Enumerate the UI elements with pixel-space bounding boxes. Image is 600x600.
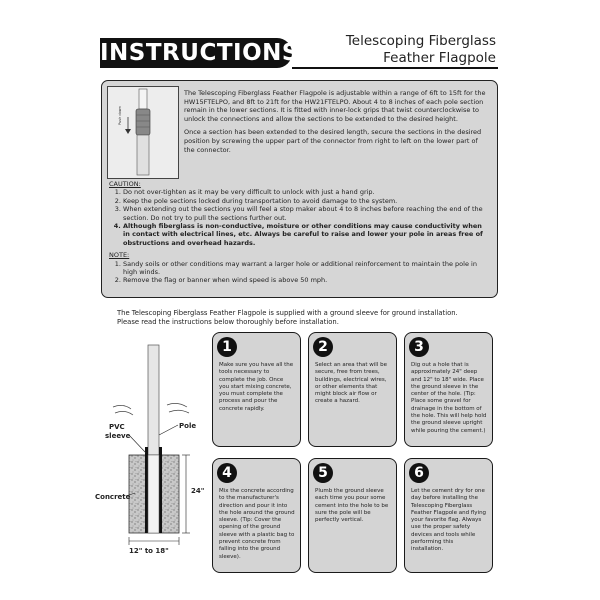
pvc-label-line-2: sleeve [105, 432, 131, 440]
supplied-line-1: The Telescoping Fiberglass Feather Flagpole is supplied with a ground sleeve for ground installation. [117, 309, 458, 317]
inner-lock-grip [136, 109, 150, 135]
header-rule [292, 67, 498, 69]
step-text-2: Select an area that will be secure, free from trees, buildings, electrical wires, or other elements that might block air flow or create a hazard. [315, 362, 387, 405]
intro-paragraph-1: The Telescoping Fiberglass Feather Flagpole is adjustable within a range of 6ft to 15ft for the HW15FTELPO, and 8ft to 21ft for the HW21FTELPO. About 4 to 8 inches of each pole section remain in the lower sections. It is fitted with inner-lock grips that twist counterclockwise to unlock the connections and allow the sections to be extended to the desired height. [184, 89, 486, 123]
pole-leader-line [159, 425, 178, 435]
pvc-label-line-1: PVC [109, 423, 125, 431]
depth-label: 24" [191, 487, 205, 495]
installation-diagram [95, 335, 215, 560]
pvc-sleeve-right-wall [159, 447, 162, 533]
caution-item-4: 4. Although fiberglass is non-conductive, moisture or other conditions may cause conductivity when in contact with electrical lines, etc. Always be careful to raise and lower your pole in areas free of obstructions and overhead hazards. [123, 222, 491, 247]
caution-list [109, 188, 491, 247]
supplied-text [117, 309, 497, 327]
note-item-2: 2. Remove the flag or banner when wind speed is above 50 mph. [123, 276, 491, 284]
intro-text [184, 89, 490, 159]
pvc-sleeve-left-wall [145, 447, 148, 533]
step-card-6 [404, 458, 493, 573]
width-label: 12" to 18" [129, 547, 169, 555]
connector-illustration [107, 86, 179, 179]
pvc-leader-line [129, 435, 146, 453]
caution-item-2: 2. Keep the pole sections locked during transportation to avoid damage to the system. [123, 197, 491, 205]
upper-pole-section [139, 89, 147, 109]
step-text-1: Make sure you have all the tools necessary to complete the job. Once you start mixing concrete, you must complete the process and pour the concrete rapidly. [219, 362, 294, 412]
lower-pole-section [137, 135, 149, 175]
step-number-6: 6 [409, 463, 429, 483]
concrete-label: Concrete [95, 493, 131, 501]
product-title [300, 33, 496, 67]
step-number-5: 5 [313, 463, 333, 483]
note-list [109, 260, 491, 285]
step-number-3: 3 [409, 337, 429, 357]
step-card-1 [212, 332, 301, 447]
step-text-6: Let the cement dry for one day before installing the Telescoping Fiberglass Feather Flagpole and flying your favorite flag. Always use the proper safety devices and tools while performing this installation. [411, 488, 487, 553]
note-item-1: 1. Sandy soils or other conditions may warrant a larger hole or additional reinforcement to maintain the pole in high winds. [123, 260, 491, 277]
instructions-badge: INSTRUCTIONS [100, 40, 299, 66]
caution-and-notes [109, 180, 491, 285]
step-card-3 [404, 332, 493, 447]
step-text-5: Plumb the ground sleeve each time you pour some cement into the hole to be sure the pole will be perfectly vertical. [315, 488, 389, 524]
step-number-1: 1 [217, 337, 237, 357]
product-title-line-1: Telescoping Fiberglass [345, 33, 496, 49]
product-title-line-2: Feather Flagpole [383, 50, 496, 66]
step-card-4 [212, 458, 301, 573]
step-text-3: Dig out a hole that is approximately 24" deep and 12" to 18" wide. Place the ground sleeve in the center of the hole. (Tip: Place some gravel for drainage in the bottom of the hole. This will help hold the ground sleeve upright while pouring the cement.) [411, 362, 487, 434]
caution-item-1: 1. Do not over-tighten as it may be very difficult to unlock with just a hand grip. [123, 188, 491, 196]
step-number-4: 4 [217, 463, 237, 483]
step-number-2: 2 [313, 337, 333, 357]
caution-item-3: 3. When extending out the sections you will feel a stop maker about 4 to 8 inches before reaching the end of the section. Do not try to pull the sections further out. [123, 205, 491, 222]
ground-line-right [167, 403, 187, 407]
supplied-line-2: Please read the instructions below thoroughly before installation. [117, 318, 339, 326]
caution-heading: CAUTION: [109, 180, 141, 188]
ground-line-left [113, 405, 131, 409]
step-card-2 [308, 332, 397, 447]
pole-label: Pole [179, 422, 197, 430]
connector-drawing [108, 87, 178, 178]
intro-paragraph-2: Once a section has been extended to the desired length, secure the sections in the desired position by screwing the upper part of the connector from right to left on the lower part of the connector. [184, 128, 482, 154]
step-text-4: Mix the concrete according to the manufacturer's direction and pour it into the hole around the ground sleeve. (Tip: Cover the opening of the ground sleeve with a plastic bag to prevent concrete from falling into the ground sleeve). [219, 488, 295, 560]
step-card-5 [308, 458, 397, 573]
note-heading: NOTE: [109, 251, 130, 260]
push-down-label: Push down [118, 106, 122, 125]
